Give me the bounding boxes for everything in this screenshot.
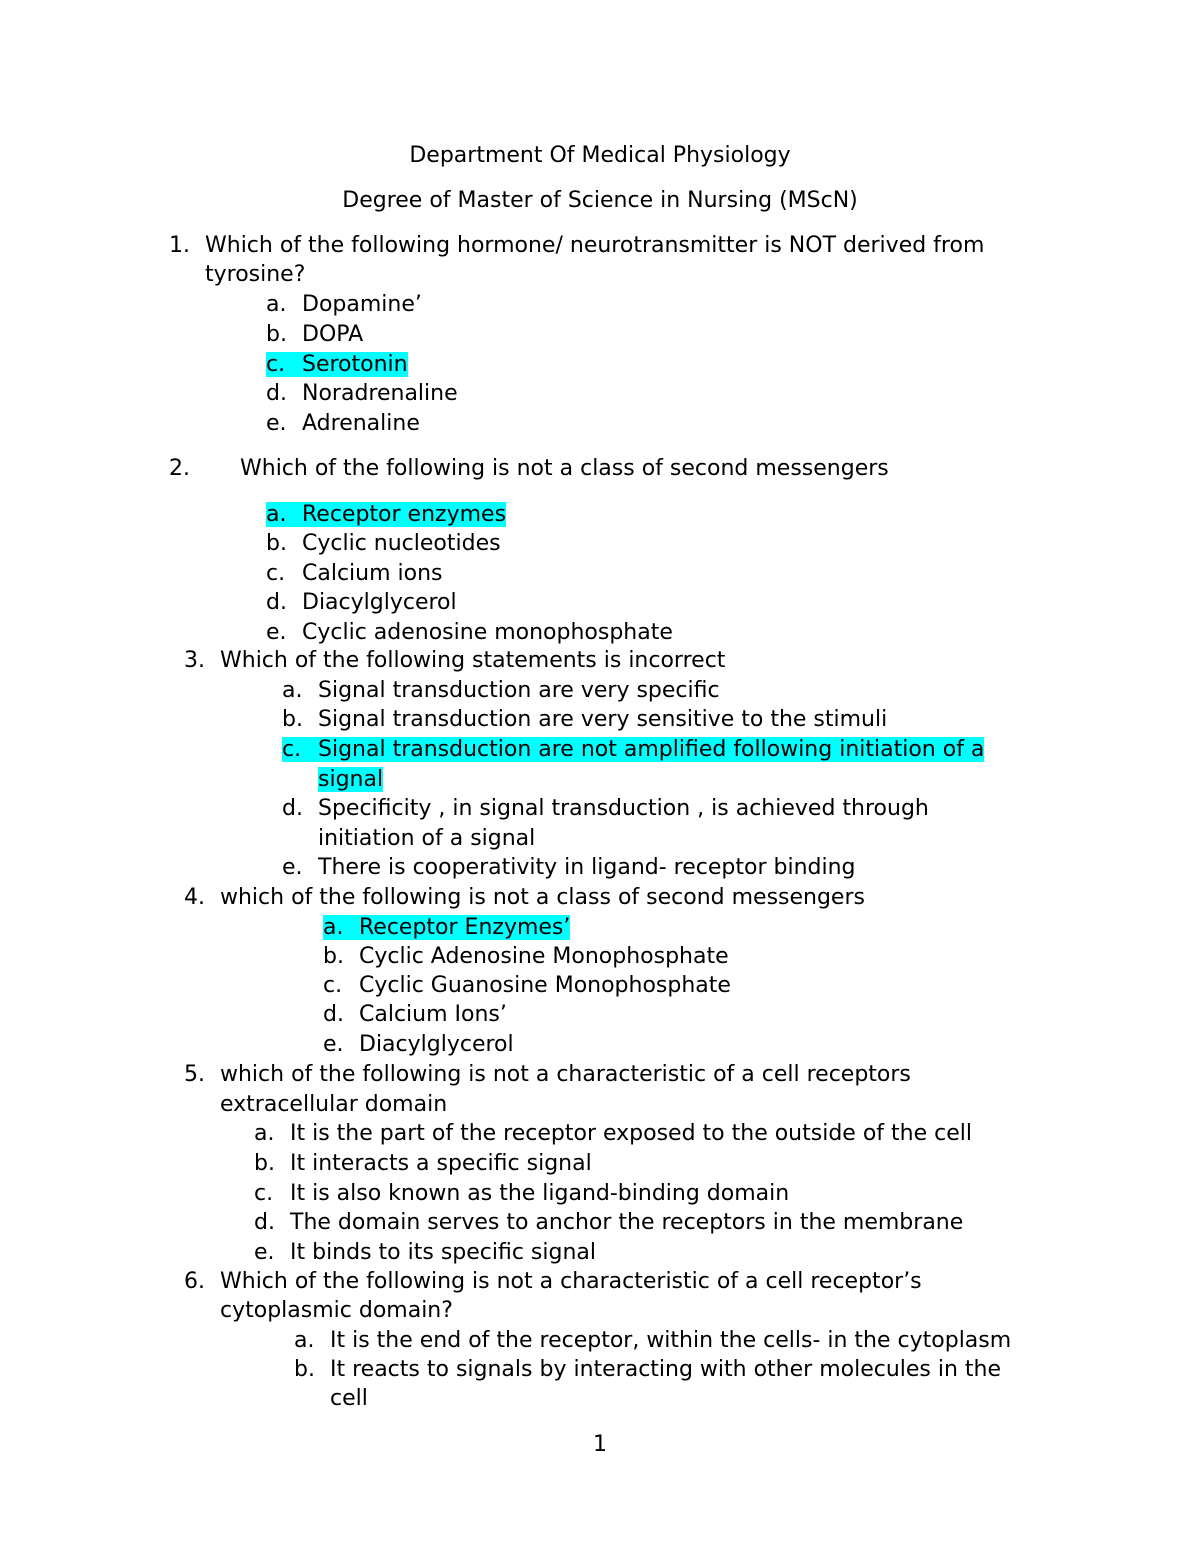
option-text: Cyclic Guanosine Monophosphate <box>359 973 731 998</box>
option-b <box>254 1149 592 1178</box>
option-b <box>294 1355 1001 1384</box>
question-number: 2. <box>169 456 190 481</box>
option-letter: d. <box>282 796 303 821</box>
option-e <box>266 409 420 438</box>
option-text: Dopamine’ <box>302 292 422 317</box>
option-text: Noradrenaline <box>302 381 458 406</box>
option-letter: b. <box>266 322 287 347</box>
question-text-continued: cytoplasmic domain? <box>220 1298 453 1323</box>
option-letter: a. <box>266 502 287 527</box>
option-text: Specificity , in signal transduction , is achieved through <box>318 796 929 821</box>
option-d <box>254 1208 963 1237</box>
option-c <box>323 971 731 1000</box>
option-letter: a. <box>266 292 287 317</box>
option-text: It is also known as the ligand-binding domain <box>290 1181 790 1206</box>
question-stem <box>184 1060 911 1089</box>
option-letter: d. <box>323 1002 344 1027</box>
option-text: Cyclic nucleotides <box>302 531 501 556</box>
option-text: Calcium ions <box>302 561 443 586</box>
option-letter: d. <box>266 590 287 615</box>
option-text: It reacts to signals by interacting with other molecules in the <box>330 1357 1002 1382</box>
department-title: Department Of Medical Physiology <box>409 143 791 168</box>
option-text: signal <box>318 767 384 792</box>
option-letter: a. <box>294 1328 315 1353</box>
option-text: Receptor enzymes <box>302 502 507 527</box>
question-number: 4. <box>184 885 205 910</box>
option-letter: c. <box>266 352 286 377</box>
option-b <box>266 529 501 558</box>
question-text-continued: extracellular domain <box>220 1092 448 1117</box>
option-d <box>323 1000 507 1029</box>
option-text: Receptor Enzymes’ <box>359 915 571 940</box>
question-stem <box>184 883 865 912</box>
option-letter: e. <box>266 620 287 645</box>
option-a <box>282 676 720 705</box>
option-d <box>282 794 929 823</box>
question-number: 1. <box>169 233 190 258</box>
page-number: 1 <box>593 1432 607 1457</box>
option-letter: c. <box>254 1181 274 1206</box>
option-text: It is the end of the receptor, within the cells- in the cytoplasm <box>330 1328 1012 1353</box>
option-d <box>266 588 457 617</box>
option-c-highlighted <box>266 350 408 379</box>
option-letter: a. <box>282 678 303 703</box>
question-text: Which of the following statements is incorrect <box>220 648 726 673</box>
question-number: 6. <box>184 1269 205 1294</box>
option-e <box>282 853 856 882</box>
question-stem <box>184 1267 922 1296</box>
option-text: Calcium Ions’ <box>359 1002 507 1027</box>
option-a <box>294 1326 1011 1355</box>
option-b <box>266 320 363 349</box>
option-d <box>266 379 458 408</box>
option-b <box>323 942 729 971</box>
option-a <box>254 1119 972 1148</box>
option-b <box>282 705 887 734</box>
option-text: Signal transduction are not amplified following initiation of a <box>318 737 985 762</box>
option-letter: c. <box>323 973 343 998</box>
option-text: It interacts a specific signal <box>290 1151 592 1176</box>
question-number: 5. <box>184 1062 205 1087</box>
option-letter: b. <box>294 1357 315 1382</box>
option-b-continued: cell <box>330 1386 368 1411</box>
option-text: Signal transduction are very sensitive to the stimuli <box>318 707 888 732</box>
option-e <box>254 1238 596 1267</box>
degree-title: Degree of Master of Science in Nursing (MScN) <box>342 188 858 213</box>
question-text: Which of the following is not a class of second messengers <box>240 456 889 481</box>
option-text: There is cooperativity in ligand- receptor binding <box>318 855 856 880</box>
question-stem <box>184 646 725 675</box>
option-e <box>323 1030 514 1059</box>
option-letter: d. <box>254 1210 275 1235</box>
option-a-highlighted <box>266 500 506 529</box>
option-letter: e. <box>323 1032 344 1057</box>
option-text: DOPA <box>302 322 364 347</box>
option-text: It binds to its specific signal <box>290 1240 597 1265</box>
option-letter: b. <box>282 707 303 732</box>
option-c <box>266 559 443 588</box>
option-text: Cyclic adenosine monophosphate <box>302 620 673 645</box>
option-letter: a. <box>254 1121 275 1146</box>
option-letter: d. <box>266 381 287 406</box>
option-letter: c. <box>266 561 286 586</box>
question-text: which of the following is not a characteristic of a cell receptors <box>220 1062 911 1087</box>
option-letter: b. <box>323 944 344 969</box>
option-letter: a. <box>323 915 344 940</box>
option-text: Diacylglycerol <box>302 590 457 615</box>
option-c-highlighted <box>282 735 984 764</box>
option-text: Signal transduction are very specific <box>318 678 720 703</box>
option-text: The domain serves to anchor the receptors in the membrane <box>290 1210 964 1235</box>
option-letter: b. <box>266 531 287 556</box>
option-letter: e. <box>266 411 287 436</box>
option-letter: e. <box>254 1240 275 1265</box>
question-stem <box>169 231 984 260</box>
option-text: Serotonin <box>302 352 408 377</box>
option-letter: b. <box>254 1151 275 1176</box>
option-text: Diacylglycerol <box>359 1032 514 1057</box>
option-text: It is the part of the receptor exposed to the outside of the cell <box>290 1121 972 1146</box>
question-text: which of the following is not a class of second messengers <box>220 885 865 910</box>
option-text: Adrenaline <box>302 411 420 436</box>
option-c-continued <box>318 765 383 794</box>
option-a <box>266 290 422 319</box>
option-e <box>266 618 673 647</box>
question-stem <box>169 454 889 483</box>
question-number: 3. <box>184 648 205 673</box>
option-a-highlighted <box>323 913 570 942</box>
option-d-continued: initiation of a signal <box>318 826 536 851</box>
question-text: Which of the following is not a characteristic of a cell receptor’s <box>220 1269 922 1294</box>
option-c <box>254 1179 789 1208</box>
option-letter: c. <box>282 737 302 762</box>
question-text: Which of the following hormone/ neurotransmitter is NOT derived from <box>205 233 985 258</box>
option-letter: e. <box>282 855 303 880</box>
question-text-continued: tyrosine? <box>205 262 306 287</box>
option-text: Cyclic Adenosine Monophosphate <box>359 944 729 969</box>
